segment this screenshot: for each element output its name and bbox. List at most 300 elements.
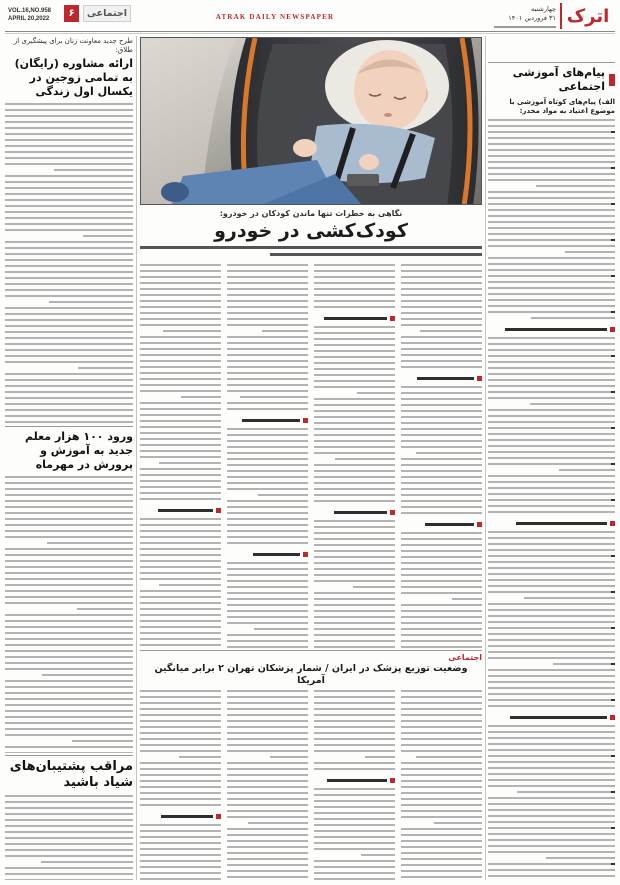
text-line [140, 708, 221, 710]
article-body [5, 103, 133, 424]
text-line [140, 312, 221, 314]
text-line [488, 567, 615, 569]
text-line [488, 585, 615, 587]
text-line [488, 627, 615, 629]
text-line [227, 762, 308, 764]
text-line [488, 215, 615, 217]
text-line [227, 464, 308, 466]
text-line [140, 450, 221, 452]
text-line [5, 656, 133, 658]
text-line [227, 750, 308, 752]
text-line [553, 663, 615, 665]
text-line [140, 524, 221, 526]
text-line [488, 687, 615, 689]
text-line [314, 488, 395, 490]
text-line [401, 852, 482, 854]
text-line [5, 355, 133, 357]
text-line [5, 662, 133, 664]
text-line [140, 626, 221, 628]
article-column [314, 690, 395, 880]
page-number: ۶ [64, 5, 79, 22]
text-line [5, 602, 133, 604]
text-line [140, 306, 221, 308]
text-line [488, 379, 615, 381]
feature-column [314, 264, 395, 648]
text-line [314, 556, 395, 558]
text-line [488, 245, 615, 247]
text-line [357, 392, 395, 394]
text-line [314, 520, 395, 522]
section-label: اجتماعی [83, 5, 131, 22]
column-text [314, 788, 395, 880]
text-line [227, 562, 308, 564]
text-line [314, 446, 395, 448]
text-line [314, 878, 395, 880]
text-line [5, 704, 133, 706]
text-line [140, 530, 221, 532]
text-line [140, 714, 221, 716]
text-line [5, 506, 133, 508]
text-line [5, 807, 133, 809]
text-line [314, 550, 395, 552]
subheading [227, 550, 308, 558]
article-kicker: طرح جدید معاونت زنان برای پیشگیری از طلاق: [13, 37, 133, 54]
date-solar: ۳۱ فروردین ۱۴۰۱ [508, 14, 556, 22]
text-line [401, 342, 482, 344]
text-line [401, 440, 482, 442]
article-headline-row [488, 66, 615, 94]
text-line [140, 270, 221, 272]
text-line [314, 440, 395, 442]
text-line [314, 744, 395, 746]
subheading-text [253, 553, 300, 556]
text-line [83, 235, 133, 237]
subheading [140, 812, 221, 820]
text-line [227, 622, 308, 624]
text-line [140, 402, 221, 404]
text-line [401, 404, 482, 406]
text-line [314, 270, 395, 272]
text-line [5, 698, 133, 700]
text-line [488, 833, 615, 835]
text-line [524, 597, 615, 599]
text-line [488, 439, 615, 441]
text-line [401, 282, 482, 284]
text-line [140, 366, 221, 368]
column-divider [136, 36, 137, 880]
text-line [5, 825, 133, 827]
newspaper-logo: اترک [560, 3, 614, 29]
text-line [227, 610, 308, 612]
subheading-text [158, 509, 213, 512]
text-line [140, 696, 221, 698]
text-line [314, 824, 395, 826]
text-line [488, 505, 615, 507]
text-line [401, 574, 482, 576]
text-line [227, 816, 308, 818]
text-line [488, 421, 615, 423]
text-line [314, 812, 395, 814]
bullet-square [610, 715, 615, 720]
text-line [488, 537, 615, 539]
text-line [5, 837, 133, 839]
text-line [314, 300, 395, 302]
text-line [140, 572, 221, 574]
text-line [140, 294, 221, 296]
text-line [488, 337, 615, 339]
feature-photo [140, 37, 482, 205]
text-line [314, 428, 395, 430]
article-headline: ارائه مشاوره (رایگان) به تمامی زوجین در یکسال اول زندگی [14, 57, 133, 98]
text-line [227, 390, 308, 392]
text-line [5, 319, 133, 321]
text-line [5, 590, 133, 592]
article-intro: الف) پیام‌های کوتاه آموزشی با موضوع اعتیاد به مواد مخدر: [509, 98, 615, 115]
text-line [5, 349, 133, 351]
text-line [227, 840, 308, 842]
text-line [314, 830, 395, 832]
text-line [140, 786, 221, 788]
text-line [401, 482, 482, 484]
text-line [227, 354, 308, 356]
column-text [227, 428, 308, 548]
text-line [140, 590, 221, 592]
text-line [5, 813, 133, 815]
text-line [270, 253, 482, 256]
text-line [314, 860, 395, 862]
text-line [5, 801, 133, 803]
text-line [227, 506, 308, 508]
text-line [314, 750, 395, 752]
text-line [401, 586, 482, 588]
text-line [488, 797, 615, 799]
text-line [140, 378, 221, 380]
text-line [140, 720, 221, 722]
text-line [488, 731, 615, 733]
text-line [530, 403, 615, 405]
text-line [314, 604, 395, 606]
text-line [140, 566, 221, 568]
text-line [5, 151, 133, 153]
text-line [401, 858, 482, 860]
text-line [5, 578, 133, 580]
text-line [494, 26, 556, 28]
text-line [314, 818, 395, 820]
bullet-square [216, 814, 221, 819]
article-headline: پیام‌های آموزشی اجتماعی [512, 66, 605, 93]
text-line [488, 433, 615, 435]
bullet-square [390, 316, 395, 321]
text-line [5, 867, 133, 869]
text-line [140, 578, 221, 580]
text-line [140, 638, 221, 640]
text-line [227, 798, 308, 800]
text-line [401, 714, 482, 716]
article-divider [140, 650, 482, 651]
text-line [488, 839, 615, 841]
subheading [488, 713, 615, 721]
article-body [5, 795, 133, 880]
text-line [401, 774, 482, 776]
text-line [401, 628, 482, 630]
text-line [401, 568, 482, 570]
text-line [140, 444, 221, 446]
text-line [140, 288, 221, 290]
text-line [140, 620, 221, 622]
text-line [488, 749, 615, 751]
text-line [314, 344, 395, 346]
text-line [401, 506, 482, 508]
text-line [140, 744, 221, 746]
baby-hand [293, 139, 317, 157]
text-line [227, 306, 308, 308]
text-line [140, 282, 221, 284]
text-line [72, 740, 133, 742]
text-line [227, 828, 308, 830]
text-line [401, 592, 482, 594]
text-line [5, 415, 133, 417]
text-line [227, 604, 308, 606]
text-line [5, 385, 133, 387]
article-divider [5, 426, 133, 427]
weekday: چهارشنبه [531, 5, 556, 13]
text-line [401, 470, 482, 472]
text-line [5, 614, 133, 616]
text-line [5, 103, 133, 105]
text-line [5, 289, 133, 291]
text-line [488, 511, 615, 513]
text-line [227, 500, 308, 502]
column-text [401, 532, 482, 648]
text-line [227, 360, 308, 362]
text-line [5, 295, 133, 297]
text-line [5, 211, 133, 213]
text-line [140, 644, 221, 646]
text-line [314, 800, 395, 802]
text-line [488, 633, 615, 635]
text-line [227, 408, 308, 410]
text-line [140, 866, 221, 868]
text-line [314, 788, 395, 790]
text-line [488, 391, 615, 393]
text-line [227, 780, 308, 782]
text-line [314, 866, 395, 868]
text-line [140, 264, 221, 266]
text-line [401, 834, 482, 836]
text-line [314, 470, 395, 472]
text-line [314, 368, 395, 370]
text-line [5, 632, 133, 634]
column-text [314, 690, 395, 774]
text-line [227, 646, 308, 648]
text-line [314, 494, 395, 496]
text-line [488, 125, 615, 127]
text-line [140, 468, 221, 470]
text-line [314, 306, 395, 308]
bullet-square [477, 376, 482, 381]
text-line [488, 821, 615, 823]
text-line [227, 446, 308, 448]
text-line [401, 840, 482, 842]
text-line [140, 390, 221, 392]
headline-marker [609, 74, 615, 86]
text-line [240, 396, 308, 398]
text-line [401, 762, 482, 764]
subheading-text [425, 523, 474, 526]
text-line [140, 372, 221, 374]
text-line [140, 768, 221, 770]
text-line [227, 696, 308, 698]
column-text [314, 264, 395, 312]
text-line [140, 602, 221, 604]
text-line [227, 524, 308, 526]
text-line [531, 317, 615, 319]
text-line [488, 293, 615, 295]
text-line [227, 616, 308, 618]
subheading [401, 374, 482, 382]
text-line [227, 440, 308, 442]
subheading-text [334, 511, 387, 514]
text-line [140, 414, 221, 416]
text-line [5, 849, 133, 851]
feature-kicker: نگاهی به خطرات تنها ماندن کودکان در خودرو: [219, 209, 403, 218]
article-teachers [5, 430, 133, 753]
text-line [488, 481, 615, 483]
text-line [314, 768, 395, 770]
text-line [5, 361, 133, 363]
subheading [314, 508, 395, 516]
text-line [5, 524, 133, 526]
text-line [488, 555, 615, 557]
text-line [401, 410, 482, 412]
text-line [47, 542, 133, 544]
text-line [140, 456, 221, 458]
text-line [140, 536, 221, 538]
text-line [227, 366, 308, 368]
text-line [314, 422, 395, 424]
text-line [5, 716, 133, 718]
text-line [248, 822, 308, 824]
text-line [181, 396, 221, 398]
text-line [140, 420, 221, 422]
text-line [5, 548, 133, 550]
text-line [488, 457, 615, 459]
text-line [401, 288, 482, 290]
text-line [227, 598, 308, 600]
text-line [140, 486, 221, 488]
text-line [227, 852, 308, 854]
text-line [140, 542, 221, 544]
harness-buckle [347, 174, 379, 186]
text-line [140, 842, 221, 844]
text-line [5, 482, 133, 484]
text-line [314, 294, 395, 296]
article-social-messages [488, 66, 615, 880]
article-column [401, 690, 482, 880]
text-line [140, 560, 221, 562]
text-line [227, 264, 308, 266]
text-line [488, 767, 615, 769]
text-line [488, 573, 615, 575]
text-line [5, 109, 133, 111]
text-line [140, 860, 221, 862]
text-line [314, 848, 395, 850]
text-line [140, 426, 221, 428]
text-line [488, 197, 615, 199]
text-line [5, 680, 133, 682]
text-line [401, 786, 482, 788]
text-line [140, 498, 221, 500]
text-line [488, 209, 615, 211]
text-line [227, 384, 308, 386]
text-line [5, 500, 133, 502]
text-line [140, 836, 221, 838]
text-line [5, 494, 133, 496]
article-body [5, 476, 133, 753]
text-line [559, 469, 615, 471]
text-line [401, 604, 482, 606]
text-line [488, 343, 615, 345]
text-line [488, 487, 615, 489]
text-line [314, 562, 395, 564]
text-line [488, 451, 615, 453]
text-line [488, 415, 615, 417]
text-line [401, 616, 482, 618]
column-text [401, 264, 482, 372]
subheading-text [242, 419, 300, 422]
column-text [140, 824, 221, 880]
text-line [5, 139, 133, 141]
volume-number: VOL.16,NO.958 [8, 8, 52, 14]
text-line [314, 738, 395, 740]
text-line [401, 366, 482, 368]
text-line [5, 421, 133, 423]
text-line [5, 403, 133, 405]
text-line [488, 851, 615, 853]
text-line [227, 640, 308, 642]
article-divider [5, 755, 133, 756]
text-line [5, 175, 133, 177]
text-line [140, 518, 221, 520]
text-line [140, 798, 221, 800]
text-line [227, 768, 308, 770]
text-line [227, 870, 308, 872]
text-line [335, 458, 395, 460]
text-line [140, 690, 221, 692]
text-line [5, 728, 133, 730]
text-line [488, 615, 615, 617]
text-line [227, 774, 308, 776]
text-line [488, 803, 615, 805]
text-line [314, 532, 395, 534]
text-line [140, 732, 221, 734]
text-line [5, 752, 133, 753]
column-text [314, 520, 395, 648]
date-persian [478, 5, 556, 32]
text-line [488, 737, 615, 739]
text-line [140, 324, 221, 326]
text-line [227, 720, 308, 722]
text-line [488, 143, 615, 145]
masthead: ATRAK DAILY NEWSPAPER [215, 13, 335, 21]
text-line [314, 622, 395, 624]
text-line [314, 872, 395, 874]
text-line [49, 301, 133, 303]
text-line [314, 338, 395, 340]
text-line [5, 223, 133, 225]
text-line [488, 827, 615, 829]
text-line [488, 621, 615, 623]
